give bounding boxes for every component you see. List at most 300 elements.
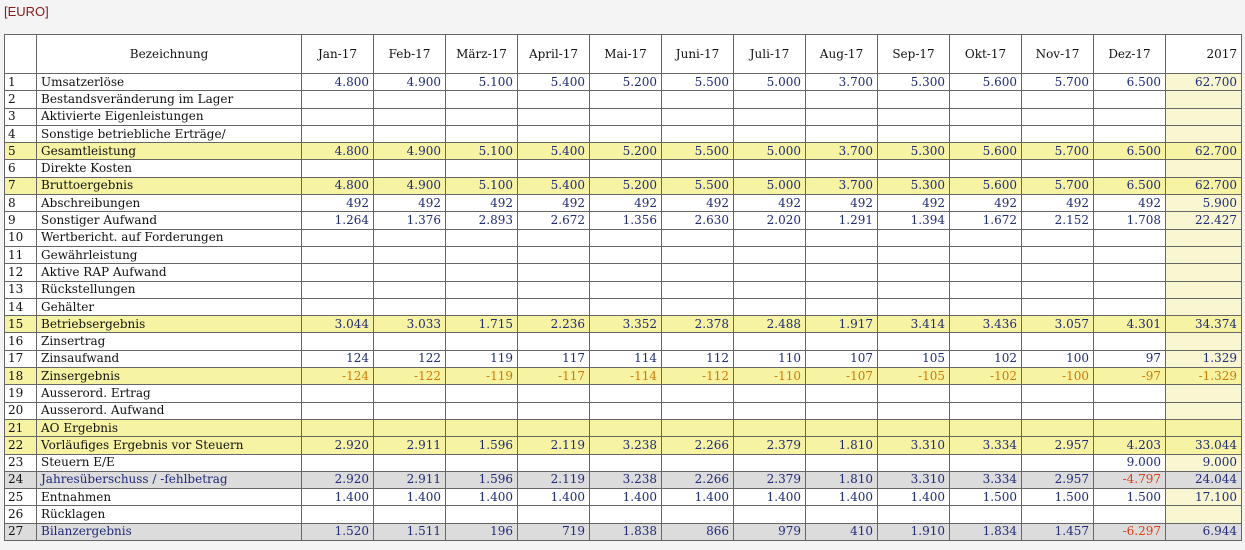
table-row [5, 125, 1242, 142]
month-value-cell: 105 [878, 350, 950, 367]
month-value-cell [662, 108, 734, 125]
month-value-cell: 5.200 [590, 143, 662, 160]
row-index: 10 [5, 229, 37, 246]
header-label: Bezeichnung [37, 35, 302, 74]
row-label: Gesamtleistung [37, 143, 302, 160]
month-value-cell [374, 298, 446, 315]
month-value-cell [734, 108, 806, 125]
month-value-cell: 3.334 [950, 471, 1022, 488]
month-value-cell: 5.500 [662, 74, 734, 91]
month-value-cell [734, 385, 806, 402]
month-value-cell [734, 419, 806, 436]
row-index: 27 [5, 523, 37, 540]
year-total-cell [1166, 246, 1242, 263]
month-value-cell: 2.911 [374, 437, 446, 454]
month-value-cell: 5.100 [446, 143, 518, 160]
month-value-cell: 122 [374, 350, 446, 367]
month-value-cell: 3.310 [878, 437, 950, 454]
month-value-cell: 3.700 [806, 143, 878, 160]
row-index: 16 [5, 333, 37, 350]
month-value-cell [518, 264, 590, 281]
row-label: Abschreibungen [37, 195, 302, 212]
row-index: 25 [5, 489, 37, 506]
month-value-cell [302, 229, 374, 246]
month-value-cell [1094, 281, 1166, 298]
row-index: 17 [5, 350, 37, 367]
month-value-cell [806, 454, 878, 471]
row-label: Aktive RAP Aufwand [37, 264, 302, 281]
month-value-cell: 5.600 [950, 177, 1022, 194]
month-value-cell: -102 [950, 368, 1022, 385]
month-value-cell: -119 [446, 368, 518, 385]
row-label: Aktivierte Eigenleistungen [37, 108, 302, 125]
month-value-cell [662, 229, 734, 246]
month-value-cell [590, 91, 662, 108]
row-label: Ausserord. Ertrag [37, 385, 302, 402]
row-index: 7 [5, 177, 37, 194]
currency-label: [EURO] [4, 4, 49, 19]
month-value-cell: 5.700 [1022, 143, 1094, 160]
table-row [5, 506, 1242, 523]
month-value-cell: 1.264 [302, 212, 374, 229]
month-value-cell: 5.300 [878, 74, 950, 91]
row-index: 26 [5, 506, 37, 523]
month-value-cell: 492 [446, 195, 518, 212]
month-value-cell: 2.378 [662, 316, 734, 333]
month-value-cell: 124 [302, 350, 374, 367]
month-value-cell: 3.310 [878, 471, 950, 488]
month-value-cell: 5.400 [518, 143, 590, 160]
month-value-cell: 2.119 [518, 437, 590, 454]
table-row [5, 385, 1242, 402]
month-value-cell: 1.400 [878, 489, 950, 506]
month-value-cell: 719 [518, 523, 590, 540]
month-value-cell: 5.300 [878, 177, 950, 194]
month-value-cell [734, 246, 806, 263]
table-row [5, 419, 1242, 436]
month-value-cell [590, 402, 662, 419]
table-row [5, 143, 1242, 160]
table-row [5, 91, 1242, 108]
year-total-cell [1166, 419, 1242, 436]
month-value-cell [446, 125, 518, 142]
month-value-cell: 1.376 [374, 212, 446, 229]
month-value-cell [806, 108, 878, 125]
month-value-cell [1022, 91, 1094, 108]
month-value-cell [374, 229, 446, 246]
month-value-cell [518, 91, 590, 108]
month-value-cell [374, 454, 446, 471]
month-value-cell: 3.436 [950, 316, 1022, 333]
month-value-cell: 3.238 [590, 437, 662, 454]
year-total-cell: 62.700 [1166, 143, 1242, 160]
month-value-cell: 117 [518, 350, 590, 367]
month-value-cell [1094, 264, 1166, 281]
month-value-cell [662, 91, 734, 108]
month-value-cell [806, 264, 878, 281]
month-value-cell: 492 [950, 195, 1022, 212]
row-label: Ausserord. Aufwand [37, 402, 302, 419]
year-total-cell: 24.044 [1166, 471, 1242, 488]
month-value-cell: 1.400 [662, 489, 734, 506]
table-row [5, 368, 1242, 385]
month-value-cell: 5.200 [590, 177, 662, 194]
month-value-cell [806, 298, 878, 315]
month-value-cell [446, 333, 518, 350]
month-value-cell [806, 333, 878, 350]
month-value-cell [950, 281, 1022, 298]
header-year: 2017 [1166, 35, 1242, 74]
month-value-cell [1022, 298, 1094, 315]
month-value-cell [374, 402, 446, 419]
header-month: Dez-17 [1094, 35, 1166, 74]
month-value-cell: 1.672 [950, 212, 1022, 229]
month-value-cell [806, 385, 878, 402]
month-value-cell [806, 246, 878, 263]
header-month: Nov-17 [1022, 35, 1094, 74]
month-value-cell [1022, 506, 1094, 523]
month-value-cell: -97 [1094, 368, 1166, 385]
header-month: Juli-17 [734, 35, 806, 74]
month-value-cell: 1.400 [374, 489, 446, 506]
month-value-cell [590, 419, 662, 436]
month-value-cell [734, 125, 806, 142]
row-index: 1 [5, 74, 37, 91]
month-value-cell [1094, 402, 1166, 419]
month-value-cell: 1.500 [1094, 489, 1166, 506]
month-value-cell [1094, 108, 1166, 125]
month-value-cell: 112 [662, 350, 734, 367]
row-index: 20 [5, 402, 37, 419]
month-value-cell: -105 [878, 368, 950, 385]
month-value-cell [1094, 385, 1166, 402]
row-label: Zinsaufwand [37, 350, 302, 367]
month-value-cell: -6.297 [1094, 523, 1166, 540]
table-row [5, 212, 1242, 229]
month-value-cell: 1.394 [878, 212, 950, 229]
month-value-cell [1094, 125, 1166, 142]
month-value-cell: 5.100 [446, 177, 518, 194]
month-value-cell [734, 454, 806, 471]
month-value-cell [950, 264, 1022, 281]
month-value-cell: 4.800 [302, 143, 374, 160]
month-value-cell [374, 281, 446, 298]
month-value-cell: 5.000 [734, 177, 806, 194]
month-value-cell [590, 264, 662, 281]
row-label: Umsatzerlöse [37, 74, 302, 91]
month-value-cell [446, 402, 518, 419]
month-value-cell [374, 506, 446, 523]
month-value-cell [1094, 419, 1166, 436]
month-value-cell [518, 229, 590, 246]
table-row [5, 195, 1242, 212]
row-index: 24 [5, 471, 37, 488]
month-value-cell [446, 91, 518, 108]
month-value-cell: -114 [590, 368, 662, 385]
month-value-cell: 1.500 [950, 489, 1022, 506]
month-value-cell [950, 385, 1022, 402]
month-value-cell [950, 160, 1022, 177]
month-value-cell [446, 160, 518, 177]
month-value-cell: 1.520 [302, 523, 374, 540]
month-value-cell [878, 160, 950, 177]
month-value-cell: 6.500 [1094, 177, 1166, 194]
month-value-cell: 114 [590, 350, 662, 367]
month-value-cell [590, 385, 662, 402]
month-value-cell [446, 229, 518, 246]
month-value-cell [806, 281, 878, 298]
header-month: Aug-17 [806, 35, 878, 74]
month-value-cell [734, 402, 806, 419]
month-value-cell [374, 91, 446, 108]
row-label: Betriebsergebnis [37, 316, 302, 333]
month-value-cell [950, 108, 1022, 125]
month-value-cell: 492 [302, 195, 374, 212]
month-value-cell [590, 160, 662, 177]
month-value-cell [806, 506, 878, 523]
month-value-cell: 2.920 [302, 471, 374, 488]
table-row [5, 454, 1242, 471]
month-value-cell [950, 298, 1022, 315]
month-value-cell [878, 385, 950, 402]
year-total-cell [1166, 229, 1242, 246]
month-value-cell [302, 264, 374, 281]
month-value-cell [1022, 125, 1094, 142]
month-value-cell [518, 125, 590, 142]
month-value-cell: 979 [734, 523, 806, 540]
table-row [5, 246, 1242, 263]
table-row [5, 108, 1242, 125]
month-value-cell: 2.266 [662, 437, 734, 454]
year-total-cell: 9.000 [1166, 454, 1242, 471]
row-label: AO Ergebnis [37, 419, 302, 436]
month-value-cell [662, 246, 734, 263]
month-value-cell: 2.893 [446, 212, 518, 229]
month-value-cell [1022, 385, 1094, 402]
row-index: 21 [5, 419, 37, 436]
month-value-cell: 5.400 [518, 74, 590, 91]
header-row [5, 35, 1242, 74]
month-value-cell [374, 419, 446, 436]
month-value-cell: 3.033 [374, 316, 446, 333]
month-value-cell [1022, 281, 1094, 298]
row-label: Bestandsveränderung im Lager [37, 91, 302, 108]
month-value-cell: 1.457 [1022, 523, 1094, 540]
month-value-cell: 1.708 [1094, 212, 1166, 229]
month-value-cell [302, 506, 374, 523]
row-label: Gehälter [37, 298, 302, 315]
row-index: 5 [5, 143, 37, 160]
month-value-cell: 2.379 [734, 437, 806, 454]
month-value-cell: 5.200 [590, 74, 662, 91]
month-value-cell [1094, 333, 1166, 350]
row-label: Wertbericht. auf Forderungen [37, 229, 302, 246]
month-value-cell: 492 [878, 195, 950, 212]
month-value-cell: 5.000 [734, 74, 806, 91]
month-value-cell: 5.600 [950, 143, 1022, 160]
header-month: Sep-17 [878, 35, 950, 74]
row-index: 15 [5, 316, 37, 333]
month-value-cell [1094, 229, 1166, 246]
month-value-cell: 107 [806, 350, 878, 367]
month-value-cell [734, 160, 806, 177]
header-month: April-17 [518, 35, 590, 74]
month-value-cell [806, 91, 878, 108]
month-value-cell: 492 [1022, 195, 1094, 212]
month-value-cell [806, 125, 878, 142]
row-label: Direkte Kosten [37, 160, 302, 177]
month-value-cell: 6.500 [1094, 143, 1166, 160]
month-value-cell [1022, 108, 1094, 125]
month-value-cell [374, 246, 446, 263]
month-value-cell: 119 [446, 350, 518, 367]
month-value-cell: 5.600 [950, 74, 1022, 91]
month-value-cell [806, 160, 878, 177]
month-value-cell: 110 [734, 350, 806, 367]
month-value-cell [446, 454, 518, 471]
month-value-cell [1094, 160, 1166, 177]
month-value-cell [950, 454, 1022, 471]
month-value-cell: 1.511 [374, 523, 446, 540]
month-value-cell: 3.044 [302, 316, 374, 333]
month-value-cell: 100 [1022, 350, 1094, 367]
month-value-cell: 4.900 [374, 177, 446, 194]
month-value-cell [302, 333, 374, 350]
month-value-cell [446, 506, 518, 523]
year-total-cell [1166, 125, 1242, 142]
month-value-cell [1022, 264, 1094, 281]
month-value-cell [302, 385, 374, 402]
month-value-cell: 1.400 [734, 489, 806, 506]
month-value-cell: 1.810 [806, 437, 878, 454]
month-value-cell: 2.152 [1022, 212, 1094, 229]
month-value-cell [806, 402, 878, 419]
month-value-cell: 97 [1094, 350, 1166, 367]
month-value-cell: 2.020 [734, 212, 806, 229]
month-value-cell [518, 281, 590, 298]
month-value-cell [1094, 506, 1166, 523]
row-index: 23 [5, 454, 37, 471]
month-value-cell [662, 281, 734, 298]
month-value-cell [950, 402, 1022, 419]
month-value-cell [950, 125, 1022, 142]
table-row [5, 523, 1242, 540]
month-value-cell: 492 [374, 195, 446, 212]
month-value-cell [590, 281, 662, 298]
month-value-cell: 2.911 [374, 471, 446, 488]
month-value-cell [806, 419, 878, 436]
month-value-cell [518, 160, 590, 177]
month-value-cell [302, 125, 374, 142]
month-value-cell [302, 298, 374, 315]
table-row [5, 177, 1242, 194]
month-value-cell [374, 125, 446, 142]
row-index: 2 [5, 91, 37, 108]
header-month: Juni-17 [662, 35, 734, 74]
month-value-cell [374, 333, 446, 350]
month-value-cell: 492 [518, 195, 590, 212]
row-index: 4 [5, 125, 37, 142]
month-value-cell: -112 [662, 368, 734, 385]
month-value-cell [302, 91, 374, 108]
month-value-cell [302, 402, 374, 419]
year-total-cell [1166, 281, 1242, 298]
month-value-cell: 1.810 [806, 471, 878, 488]
year-total-cell [1166, 91, 1242, 108]
month-value-cell [662, 385, 734, 402]
month-value-cell [878, 402, 950, 419]
year-total-cell [1166, 385, 1242, 402]
table-row [5, 229, 1242, 246]
month-value-cell [518, 506, 590, 523]
year-total-cell [1166, 160, 1242, 177]
month-value-cell [734, 281, 806, 298]
year-total-cell: 17.100 [1166, 489, 1242, 506]
header-index [5, 35, 37, 74]
month-value-cell [662, 454, 734, 471]
row-label: Entnahmen [37, 489, 302, 506]
row-index: 14 [5, 298, 37, 315]
table-row [5, 402, 1242, 419]
row-label: Steuern E/E [37, 454, 302, 471]
month-value-cell [662, 298, 734, 315]
month-value-cell [950, 91, 1022, 108]
month-value-cell: 6.500 [1094, 74, 1166, 91]
month-value-cell [878, 264, 950, 281]
year-total-cell [1166, 108, 1242, 125]
month-value-cell [878, 333, 950, 350]
row-label: Sonstige betriebliche Erträge/ [37, 125, 302, 142]
month-value-cell [878, 454, 950, 471]
month-value-cell: 2.630 [662, 212, 734, 229]
month-value-cell: 3.334 [950, 437, 1022, 454]
table-row [5, 333, 1242, 350]
month-value-cell: 2.957 [1022, 437, 1094, 454]
month-value-cell [878, 229, 950, 246]
month-value-cell: 5.400 [518, 177, 590, 194]
month-value-cell [878, 125, 950, 142]
month-value-cell [1094, 91, 1166, 108]
row-index: 13 [5, 281, 37, 298]
month-value-cell [878, 246, 950, 263]
month-value-cell: 2.920 [302, 437, 374, 454]
month-value-cell [734, 264, 806, 281]
month-value-cell: 492 [590, 195, 662, 212]
row-index: 6 [5, 160, 37, 177]
row-label: Zinsertrag [37, 333, 302, 350]
month-value-cell [374, 160, 446, 177]
month-value-cell [1094, 298, 1166, 315]
month-value-cell: 9.000 [1094, 454, 1166, 471]
month-value-cell: 866 [662, 523, 734, 540]
month-value-cell [734, 506, 806, 523]
month-value-cell: 1.596 [446, 471, 518, 488]
table-row [5, 316, 1242, 333]
month-value-cell: -100 [1022, 368, 1094, 385]
month-value-cell [302, 160, 374, 177]
month-value-cell: 3.057 [1022, 316, 1094, 333]
month-value-cell [518, 385, 590, 402]
year-total-cell: 1.329 [1166, 350, 1242, 367]
month-value-cell [662, 333, 734, 350]
month-value-cell: 2.266 [662, 471, 734, 488]
month-value-cell [590, 454, 662, 471]
table-row [5, 350, 1242, 367]
header-month: März-17 [446, 35, 518, 74]
month-value-cell [590, 246, 662, 263]
month-value-cell: 1.596 [446, 437, 518, 454]
month-value-cell: -117 [518, 368, 590, 385]
